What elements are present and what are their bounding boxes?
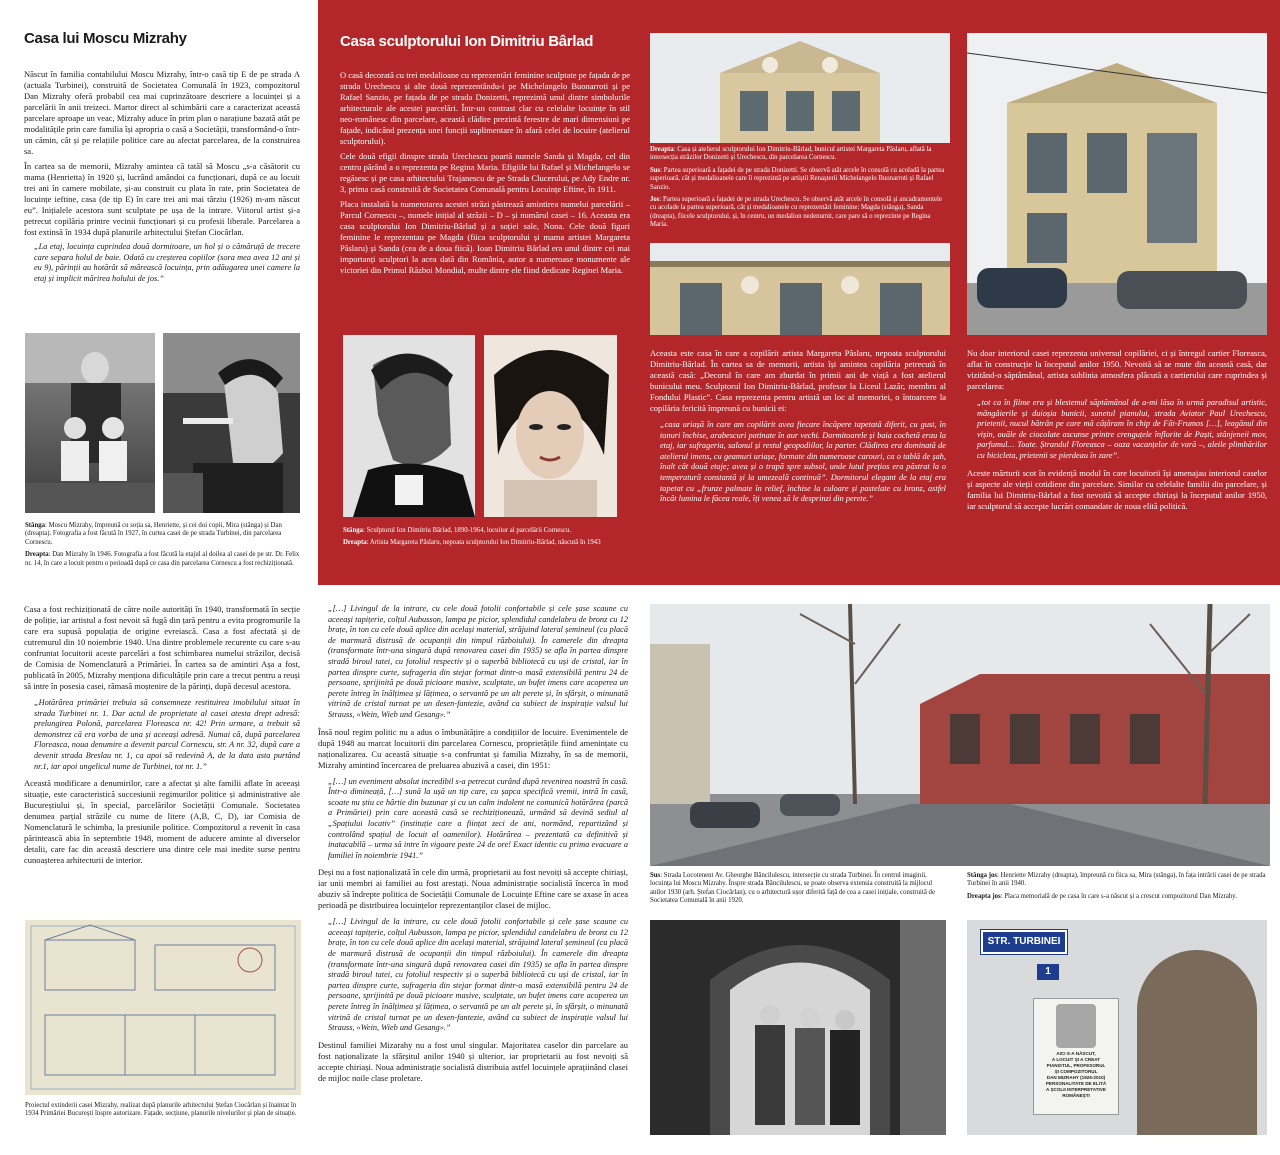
caption-label: Dreapta <box>343 539 367 547</box>
plaque-line: AICI S-A NĂSCUT, <box>1056 1051 1096 1056</box>
plaque-line: ȘI COMPOZITORUL <box>1054 1069 1098 1074</box>
artist-portrait-image <box>484 335 617 517</box>
section-moscu-mizrahy <box>24 30 300 284</box>
caption-label: Dreapta <box>25 551 49 559</box>
memoir-quote: „Hotărârea primăriei trebuia să consemneze restituirea imobilului situat în strada Turbinei nr. 1. Dar actul de proprietate al casei atesta drept adresă: prelungirea Polonă, parcelarea Floreasca nr. 42! Prin urmare, a trebuit să demonstrez că era vorba de una și aceeași adresă. Numai că, după parcelarea Floreasca, noua denumire a devenit parcul Cornescu, str. A nr. 32, după care a devenit strada Breslau nr. 1, ca apoi să redevină A, de la data asta purtând nr.1, iar apoi ungelicul nume de Turbinei, tot nr. 1.” <box>34 698 300 771</box>
lower-left-column <box>24 604 300 866</box>
caption-text: : Strada Locotenent Av. Gheorghe Băncilulescu, intersecție cu strada Turbinei. În centrul imaginii, locuința lui Moscu Mizrahy. Înspre strada Băncilulescu, se poate observa extensia construită la mijlocul anilor 1930 (arh. Ștefan Ciocârlan), cu o arhitectură ușor diferită față de cea a casei inițiale, construită de Societatea Comunală în anii 1920. <box>650 872 935 905</box>
caption-label: Dreapta jos <box>967 892 1001 900</box>
paragraph-1: Născut în familia contabilului Moscu Mizrahy, într-o casă tip E de pe strada A (actuala Turbinei), construită de Societatea Comunală în 1923, compozitorul Dan Mizrahy oferă probabil cea mai cuprinzătoare descriere a locuinței și a parcelării în anii treizeci. Martor direct al schimbării care a caracterizat această parcelare aproape un veac, Mizrahy aduce în prim plan o narațiune bazată atât pe modalitățile prin care familia își apropria o casă a Societății, transformând-o într-un cămin, cât și pe relațiile politice care au afectat parcelarea, de la construirea sa. <box>24 69 300 156</box>
house-number: 1 <box>1045 966 1051 977</box>
sculptor-portrait-image <box>343 335 475 517</box>
memoir-quote: „casa uriașă în care am copilărit avea fiecare încăpere tapetată diferit, cu gust, în tonuri închise, arabescuri patinate în aur vechi. Dormitoarele și baia cochetă erau la etaj, iar sufrageria, salonul și restul geopodiilor, la parter. Clădirea era dominată de atelierul imens, cu geamuri uriașe, formate din numeroase carouri, ca o tablă de șah, înalt cât două etaje; avea și o trapă spre subsol, unde lutul prețios era păstrat la o temperatură constantă și la umezeală continuă”. Dormitorul elegant de la etaj era tapetat cu „frunze palmate în relief, închise la culoare și pastelate cu bronz, astfel încât lumina le făcea reale, îți venea să le desprinzi din perete.” <box>660 420 946 504</box>
facade-photos-caption <box>650 146 950 234</box>
caption-label: Sus <box>650 166 661 174</box>
caption-text: : Partea superioară a fațadei de pe strada Urechescu. Se observă atât arcele în consolă și ancadramentele cu acolade la partea superioară, cât și medalioanele cu reprezentări feminine: Magda (stânga), Sanda (dreapta), fiicele sculptorului, și, în centru, un medalion nedenumit, care pare să o reprezinte pe Regina Maria. <box>650 196 942 229</box>
paragraph: Aceste mărturii scot în evidență modul în care locuitorii își amenajau interiorul caselor și aspecte ale vieții cotidiene din parcelare. Similar cu celelalte familii din parcelare, și familia lui Dimitriu-Bârlad a fost nevoită să accepte chiriași la începutul anilor 1950, iar sculptorul să accepte lucrări comandate de noua elită politică. <box>967 467 1267 511</box>
barlad-house-photo <box>967 33 1267 335</box>
caption-text: : Artista Margareta Pâslaru, nepoata sculptorului Ion Dimitriu-Bârlad, născută în 1943 <box>366 539 601 547</box>
relief-portrait <box>1056 1004 1096 1048</box>
caption-label: Stânga <box>343 527 364 534</box>
family-photo-image <box>25 333 155 513</box>
donizetti-facade-photo <box>650 33 950 143</box>
dan-mizrahy-image <box>163 333 300 513</box>
plaque-line: DAN MIZRAHY (1926-2010) <box>1046 1075 1106 1080</box>
barlad-house-image <box>967 33 1267 335</box>
plaque-text <box>1034 1051 1118 1099</box>
paragraph <box>340 70 630 276</box>
plaque-line: PIANISTUL, PROFESORUL <box>1046 1063 1106 1068</box>
memorial-plaque-photo <box>967 920 1267 1135</box>
caption-label: Dreapta <box>650 146 674 153</box>
caption-label: Sus <box>650 872 661 879</box>
paragraph-2: Cele două efigii dinspre strada Urechescu poartă numele Sanda și Magda, cel din centru părând a o reprezenta pe Regina Maria. Efigiile lui Rafael și Michelangelo se regăsesc și pe casa arhitectului Trajanescu de pe Strada Clucerului, pe Ady Endre nr. 3, prima casă construită de Societatea Comunală pentru Locuințe Eftine, în 1911. <box>340 151 630 194</box>
family-photo-1927 <box>25 333 155 513</box>
plaque-line: A ȘCOLII INTERPRETATIVE <box>1046 1087 1106 1092</box>
memoir-quote: „[…] Livingul de la intrare, cu cele două fotolii confortabile și cele șase scaune cu aceeași tapițerie, colțul Aubusson, lampa pe picior, splendidul candelabru de bronz cu 12 brațe, în ton cu cele două aplice din același material, străjuind lateral șemineul (cu placă de marmură distrusă de ocupanții din timpul războiului). În camerele din dreapta (transformate într-una singură după renovarea casei din 1935) se afla în partea dinspre stradă biroul tatei, cu fotoliul respectiv și o superbă bibliotecă cu uși de cristal, iar în partea dinspre curte, sufrageria din stejar format dintr-o masă extensibilă pentru 24 de persoane, sprijinită pe două picioare masive, sculptate, un bufet imens care acoperea un perete întreg în înălțimea și lățimea, o servantă pe un alt perete și, în sfârșit, o minunată vitrină de cristal turnat pe un desen-fantezie, având ca subiect de inspirație valsul lui Strauss, «Wein, Wieb und Gesang».” <box>328 917 628 1033</box>
plaque-line: A LOCUIT ȘI A CREAT <box>1051 1057 1101 1062</box>
left-photos-caption <box>25 522 301 572</box>
turbinei-street-photo <box>650 604 1270 866</box>
paragraph: Nu doar interiorul casei reprezenta universul copilăriei, ci și întregul cartier Floreasca, aflat în construcție la începutul anilor 1950. Nevoită să se mute din această casă, dar vizitând-o săptămânal, artista sublinia atmosfera plăcută a cartierului care cuprindea și parcelarea: <box>967 348 1267 391</box>
paragraph: Casa a fost rechiziționată de către noile autorități în 1940, transformată în secție de poliție, iar artistul a fost nevoit să fugă din țară pentru a evita progromurile la care era supusă populația de origine evreiască. Casa a fost afectată și de cutremurul din 10 noiembrie 1940. Una dintre problemele recurente cu care s-au confruntat locuitorii aceste parcelări a fost schimbarea numelui străzilor, decisă de Comisia de Nomenclatură a Primăriei. În cartea sa de amintiri Așa a fost, publicată în 2005, Mizrahy menționa dificultățile prin care a trecut pentru a reuși să intre în posesia casei, rămasă moștenire de la părinți, după decesul acestora. <box>24 604 300 691</box>
urechescu-facade-photo <box>650 243 950 335</box>
caption-text: : Casa și atelierul sculptorului Ion Dimitriu-Bârlad, bunicul artistei Margareta Pâslaru, aflată la intersecția străzilor Donizetti și Urechescu, din parcelarea Cornescu. <box>650 146 932 162</box>
paragraph: Această modificare a denumirilor, care a afectat și alte familii aflate în aceeași situație, este caracteristică succesiunii regimurilor politice și administrative ale Bucureștiului și, în special, parcelărilor Societății Comunale. Societatea denumea parțial străzile cu nume de litere (A,B, C, D), iar Comisia de Nomenclatură le schimba, la presiunile politice. Compozitorul a revenit în casa părintească abia în septembrie 1948, moment de aducere aminte al diverselor detalii, care fac din această descriere una dintre cele mai inedite surse pentru cunoașterea arhitecturii de interior. <box>24 778 300 866</box>
lower-middle-column <box>318 604 628 1084</box>
memoir-quote: „[…] Livingul de la intrare, cu cele două fotolii confortabile și cele șase scaune cu aceeași tapițerie, colțul Aubusson, lampa pe picior, splendidul candelabru de bronz cu 12 brațe, în ton cu cele două aplice din același material, străjuind lateral șemineul (cu placă de marmură distrusă de ocupanții din timpul războiului). În camerele din dreapta (transformate într-una singură după renovarea casei din 1935) se afla în partea dinspre stradă biroul tatei, cu fotoliul respectiv și o superbă bibliotecă cu uși de cristal, iar în partea dinspre curte, sufrageria din stejar format dintr-o masă extensibilă pentru 24 de persoane, sprijinită pe două picioare masive, sculptate, un bufet imens care acoperea un perete întreg în înălțimea și lățimea, o servantă pe un alt perete și, în sfârșit, o minunată vitrină de cristal turnat pe un desen-fantezie, având ca subiect de inspirație valsul lui Strauss, «Wein, Wieb und Gesang».” <box>328 604 628 719</box>
caption-label: Stânga <box>25 522 46 529</box>
plaque-line: ROMÂNEȘTI <box>1062 1093 1090 1098</box>
paragraph-2: În cartea sa de memorii, Mizrahy amintea că tatăl să Moscu „s-a căsătorit cu mama (Henrietta) în 1920 și, lucrând amândoi ca funcționari, după ce au locuit trei ani în camere mobilate, și-au construit cu plata în rate, prin Societatea de locuințe ieftine, casa (de tip E) în care trei ani mai târziu (1926) m-am născut eu”. Inițialele acestora sunt sculptate pe ușa de la intrare. Viitorul artist și-a petrecut copilăria printre vecinii funcționari și cu profesii liberale. Parcelarea a fost extinsă în 1934 după planurile arhitectului Ștefan Ciocârlan. <box>24 161 300 237</box>
caption-text: : Partea superioară a fațadei de pe strada Donizetti. Se observă atât arcele în consolă cu acoladă la partea superioară, cât și medalioanele care îi reprezintă pe artiștii Renașterii Michelangelo Buonarroti și Rafael Sanzio. <box>650 166 945 191</box>
door-frame <box>1137 950 1257 1135</box>
dan-mizrahy-photo-1946 <box>163 333 300 513</box>
section-title: Casa lui Moscu Mizrahy <box>24 30 187 47</box>
caption-label: Stânga jos <box>967 872 998 879</box>
plaque-line: PERSONALITATE DE ELITĂ <box>1045 1081 1107 1086</box>
floreasca-column <box>967 348 1267 512</box>
henriette-mira-doorway-photo <box>650 920 946 1135</box>
caption-text: : Placa memorială de pe casa în care s-a născut și a crescut compozitorul Dan Mizrahy. <box>1000 892 1237 900</box>
caption-text: : Moscu Mizrahy, împreună cu soția sa, Henriette, și cei doi copii, Mira (stânga) și Dan (dreapta). Fotografia a fost făcută în 1927, în curtea casei de pe strada Turbinei, din parcelarea Cornescu. <box>25 522 282 546</box>
section-dimitriu-barlad <box>340 33 630 280</box>
facade-top-image <box>650 33 950 143</box>
paragraph: Deși nu a fost naționalizată în cele din urmă, proprietarii au fost nevoiți să accepte chiriași, iar unii membri ai familiei au fost arestați. Noua administrație socialistă încerca în mod abuziv să îndrepte politica de Societății Comunale de Locuințe Eftine care se axase în acea perioadă pe distribuirea locuințelor reprezentanților clasei de mijloc. <box>318 867 628 911</box>
family-plaque-caption <box>967 872 1267 905</box>
paragraph: Aceasta este casa în care a copilărit artista Margareta Pâslaru, nepoata sculptorului Dimitriu-Bârlad. În cartea sa de memorii, artista își amintea copilăria petrecută în această casă: „Decorul în care am zburdat în primii ani de viață a fost atelierul bunicului meu. Sculptorul Ion Dimitriu-Bârlad, profesor la Liceul Lazăr, membru al Fondului Plastic”. Casa reprezenta pentru artistă un loc al memoriei, o întoarcere la copilăria fericită împreună cu bunicii ei: <box>650 348 946 413</box>
paragraph: Însă noul regim politic nu a adus o îmbunătățire a condițiilor de locuire. Evenimentele de după 1948 au marcat locuitorii din parcelarea Cornescu, proprietățile fiind amenințate cu naționalizarea. Cu această situație s-a confruntat și familia Mizrahy, în sa de memorii, Mizrahy amintind încercarea de preluarea abuzivă a casei, din 1951: <box>318 726 628 770</box>
street-sign <box>981 930 1067 954</box>
ion-dimitriu-barlad-portrait <box>343 335 475 517</box>
street-photo-caption <box>650 872 946 910</box>
memoir-quote: „[…] un eveniment absolut incredibil s-a petrecut curând după revenirea noastră în casă. Într-o dimineață, […] sună la ușă un tip care, cu șapca specifică vremii, intră în casă, scoate nu știu ce hârtie din buzunar și cu un calm indolent ne comunică hotărârea (parcă a Primăriei) prin care această casă se rechiziționează, urmând să devină sediul al „Spațiului locativ” (instituție care a ființat zeci de ani, normând, repartizând și controlând spațiul de locuit al oamenilor). Hotărârea – prezentată ca definitivă și inatacabilă – urma să intre în vigoare peste 24 de ore! Exact identic cu prima evacuare a familiei în noiembrie 1941.” <box>328 776 628 860</box>
facade-bottom-image <box>650 243 950 335</box>
plan-caption: Proiectul extinderii casei Mizrahy, realizat după planurile arhitectului Ștefan Ciocârlan și înaintat în 1934 Primăriei București înspre autorizare. Fațade, secțiune, planurile nivelurilor și plan de situație. <box>25 1102 297 1118</box>
paragraph: Destinul familiei Mizarahy nu a fost unul singular. Majoritatea caselor din parcelare au fost naționalizate la sfârșitul anilor 1940 și ulterior, iar proprietarii au fost nevoiți să accepte chiriași. Noua administrație socialistă distribuia astfel locuințele aprațiinând clasei de mijloc noile clase proletare. <box>318 1039 628 1083</box>
red-portraits-caption <box>343 527 623 552</box>
caption-text: : Dan Mizrahy în 1946. Fotografia a fost făcută la etajul al doilea al casei de pe str. Dr. Felix nr. 14, în care a locuit pentru o perioadă după ce casa din parcelarea Cornescu a fost rechiziționată. <box>25 551 300 567</box>
paragraph-1: O casă decorată cu trei medalioane cu reprezentări feminine sculptate pe fațada de pe strada Urechescu și alte două reprezentându-i pe Michelangelo Buonarroti și pe Rafael Sanzio, pe fațada de pe strada Donizetti, reprezintă unul dintre simbolurile arhitecturale ale acestei parcelări. Într-un contrast clar cu celelalte locuințe în stil neo-românesc din parcelare, această clădire prezintă ferestre de mari dimensiuni pe fațade, indicând prezența unei funcții suplimentare în afară celei de locuire (atelierul sculptorului). <box>340 70 630 146</box>
margareta-paslaru-portrait <box>484 335 617 517</box>
plan-image <box>25 920 301 1095</box>
section-title: Casa sculptorului Ion Dimitriu Bârlad <box>340 33 594 50</box>
paslaru-memories-column <box>650 348 946 505</box>
memorial-plaque <box>1033 998 1119 1115</box>
paragraph-3: Placa instalată la numerotarea acestei străzi păstrează amintirea numelui parcelării – Parcul Cornescu –, numele inițial al străzii – D – și numărul casei – 16. Aceasta era casa sculptorului Ion Dimitriu-Bârlad și a soției sale, Nona. Cele două figuri feminine le reprezentau pe Magda (fiica sculptorului și mama artistei Margareta Pâslaru) și Sanda (cea de a doua fiică). Ioan Dimitriu Bârlad era unul dintre cei mai importanți sculptori la acea dată din România, autor a numeroase monumente ale victoriei din Primul Război Mondial, multe dintre ele fiind dedicate Reginei Maria. <box>340 199 630 275</box>
memoir-quote: „tot ca în filme era și blestemul săptămânal de a-mi lăsa în urmă paradisul artistic, mângâierile și duioșia bunicii, sunetul pianului, strada Aviator Paul Urechescu, prietenii, nucul bătrân pe care mă cățăram în chip de Făt-Frumos […], leagănul din vișin, ouăle de ciocolate ascunse printre crenguțele înflorite de Paști, stânjeneii mov, parfumul… Toate. Ștrandul Floreasca – oaza vacanțelor de vară –, aleile plimbărilor cu bicicleta, prietenii se pierdeau în zare”. <box>977 398 1267 460</box>
architectural-plan-scan <box>25 920 301 1095</box>
doorway-image <box>650 920 946 1135</box>
street-image <box>650 604 1270 866</box>
caption-text: : Sculptorul Ion Dimitriu Bârlad, 1890-1964, locuitor al parcelării Cornescu. <box>363 527 572 534</box>
house-number-sign <box>1037 964 1059 980</box>
street-sign-text: STR. TURBINEI <box>987 936 1061 947</box>
caption-label: Jos <box>650 196 660 204</box>
memoir-quote: „La etaj, locuința cuprindea două dormitoare, un hol și o cămăruță de trecere care separa holul de baie. Odată cu creșterea copiilor (sora mea avea 12 ani și eu 9), părinții au hotărât să mărească locuința, prin adăugarea unei camere la etaj și implicit mărirea holului de jos.” <box>34 242 300 283</box>
caption-text: : Henriette Mizrahy (dreapta), împreună cu fiica sa, Mira (stânga), în fața intrării casei de pe strada Turbinei în anii 1940. <box>967 872 1266 888</box>
paragraph <box>24 69 300 238</box>
